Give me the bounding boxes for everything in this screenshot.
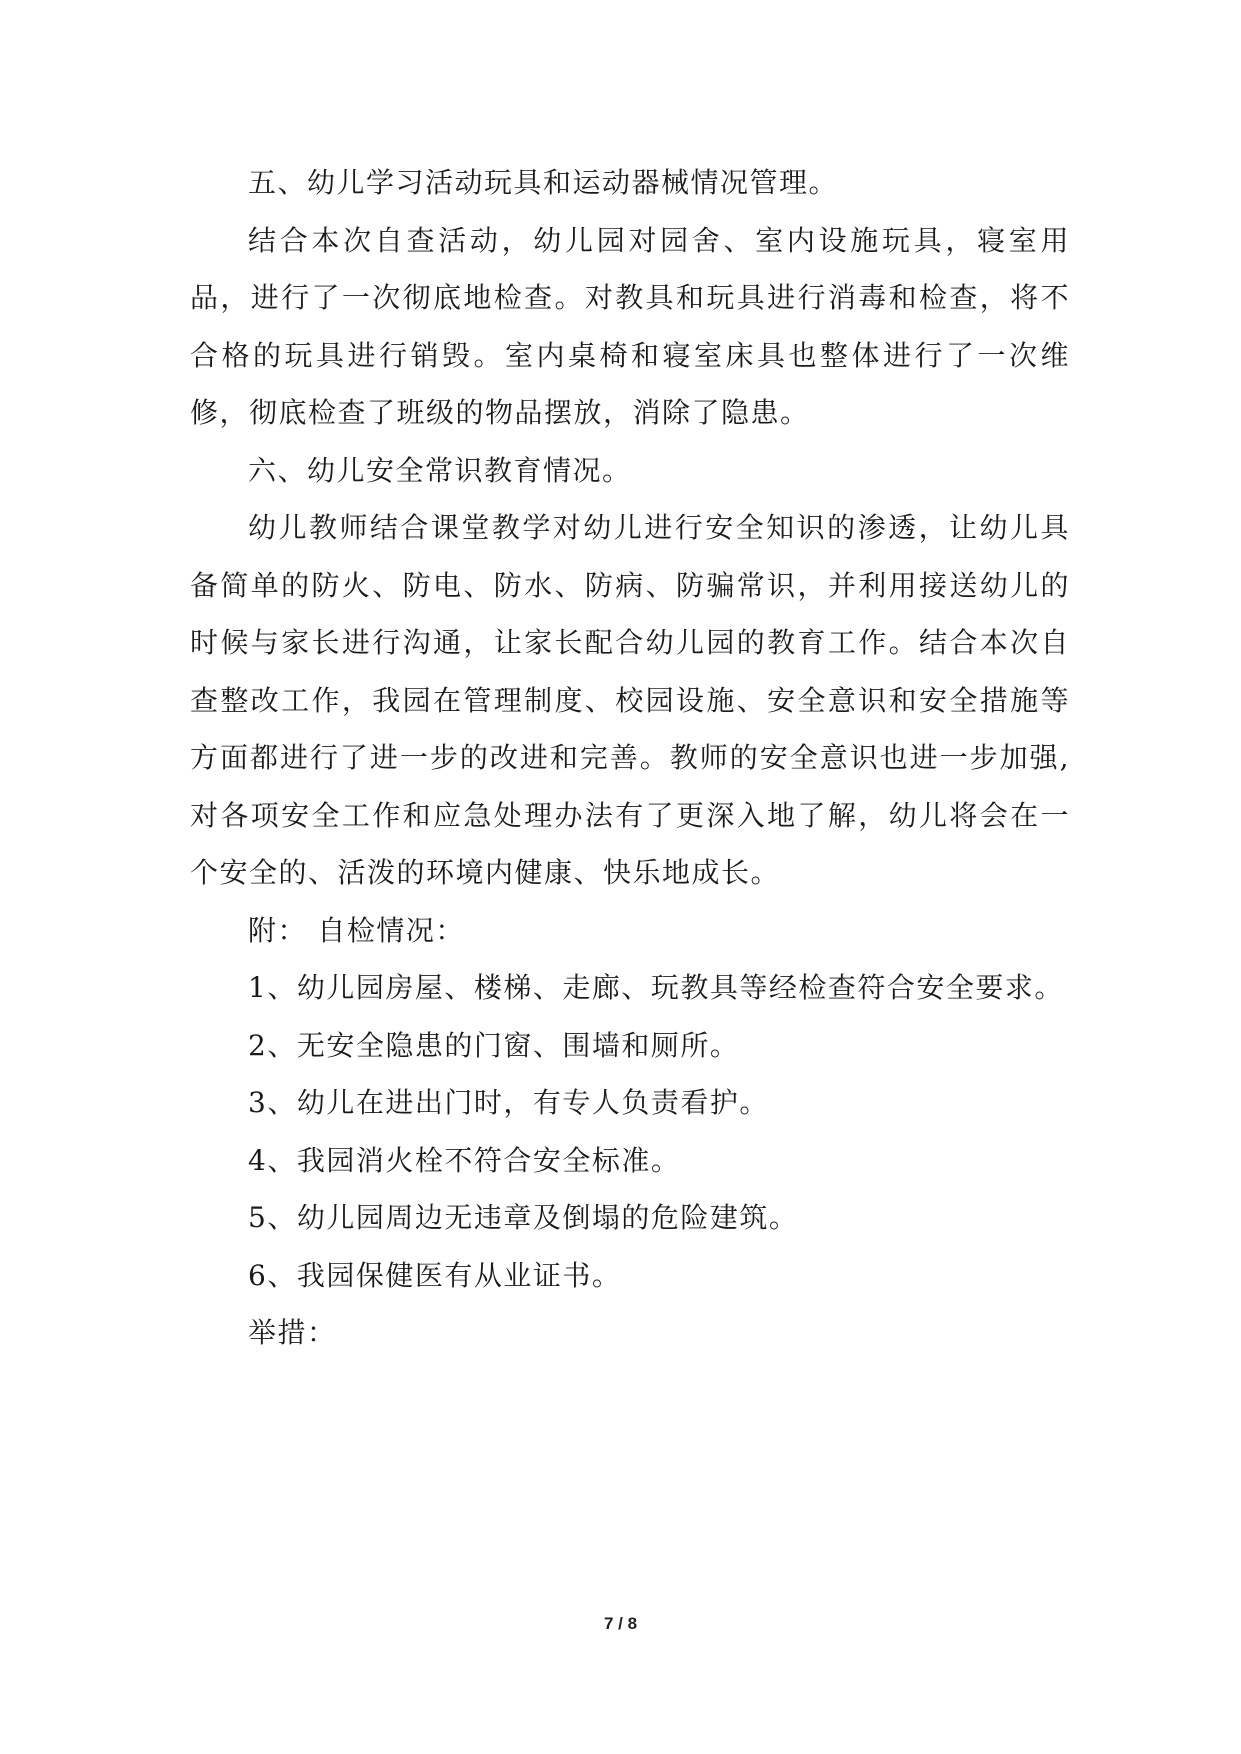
body-paragraph: 幼儿教师结合课堂教学对幼儿进行安全知识的渗透，让幼儿具备简单的防火、防电、防水、防病、防骗常识，并利用接送幼儿的时候与家长进行沟通，让家长配合幼儿园的教育工作。结合本次自查整改工作，我园在管理制度、校园设施、安全意识和安全措施等方面都进行了进一步的改进和完善。教师的安全意识也进一步加强,对各项安全工作和应急处理办法有了更深入地了解，幼儿将会在一个安全的、活泼的环境内健康、快乐地成长。 <box>190 511 1070 889</box>
page-number: 7 / 8 <box>603 1614 638 1633</box>
checklist-item-1: 1、幼儿园房屋、楼梯、走廊、玩教具等经检查符合安全要求。 <box>248 971 1064 1004</box>
measures-heading: 举措： <box>248 1316 337 1349</box>
body-paragraph: 结合本次自查活动，幼儿园对园舍、室内设施玩具，寝室用品，进行了一次彻底地检查。对教具和玩具进行消毒和检查，将不合格的玩具进行销毁。室内桌椅和寝室床具也整体进行了一次维修，彻底检查了班级的物品摆放，消除了隐患。 <box>190 223 1070 429</box>
section-heading-6: 六、幼儿安全常识教育情况。 <box>248 453 632 487</box>
checklist-item-2: 2、无安全隐患的门窗、围墙和厕所。 <box>248 1028 740 1062</box>
checklist-item-5: 5、幼儿园周边无违章及倒塌的危险建筑。 <box>248 1201 799 1234</box>
checklist-item-4: 4、我园消火栓不符合安全标准。 <box>248 1143 681 1177</box>
section-heading-5: 五、幼儿学习活动玩具和运动器械情况管理。 <box>248 166 839 199</box>
appendix-heading: 附： 自检情况： <box>248 913 465 947</box>
checklist-item-6: 6、我园保健医有从业证书。 <box>248 1258 622 1292</box>
document-body <box>190 154 1070 1362</box>
checklist-item-3: 3、幼儿在进出门时，有专人负责看护。 <box>248 1086 769 1119</box>
